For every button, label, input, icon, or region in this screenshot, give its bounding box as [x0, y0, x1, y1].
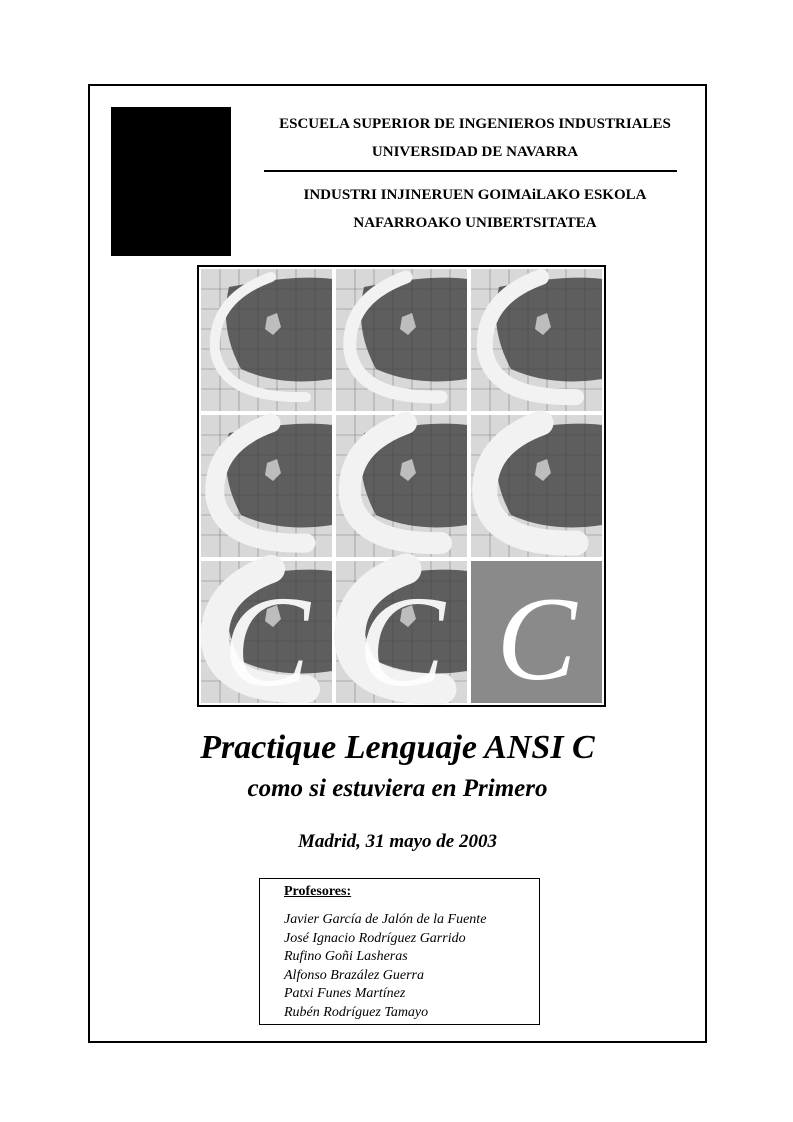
mosaic-tile	[201, 415, 332, 557]
mosaic-tile	[336, 269, 467, 411]
mosaic-tile	[336, 561, 467, 705]
professors-heading: Profesores:	[284, 884, 352, 899]
professor-name: José Ignacio Rodríguez Garrido	[284, 930, 466, 946]
map-mosaic-icon	[199, 267, 604, 705]
professor-name: Javier García de Jalón de la Fuente	[284, 912, 487, 927]
professor-name: Alfonso Brazález Guerra	[284, 967, 424, 983]
mosaic-tile	[471, 415, 602, 557]
professor-name: Patxi Funes Martínez	[284, 986, 406, 1001]
book-title: Practique Lenguaje ANSI C	[200, 729, 595, 766]
university-name: UNIVERSIDAD DE NAVARRA	[371, 144, 579, 160]
university-name-basque: NAFARROAKO UNIBERTSITATEA	[353, 215, 597, 231]
mosaic-tile	[471, 561, 602, 705]
header-divider	[264, 170, 677, 172]
school-name-basque: INDUSTRI INJINERUEN GOIMAiLAKO ESKOLA	[303, 187, 647, 203]
university-logo-block	[111, 107, 231, 256]
letter-c-mark: C	[358, 570, 445, 705]
letter-c-mark: C	[223, 570, 310, 705]
professors-box	[259, 878, 540, 1025]
mosaic-tile	[336, 415, 467, 557]
mosaic-tile	[201, 269, 332, 411]
professor-name: Rubén Rodríguez Tamayo	[284, 1004, 429, 1020]
mosaic-tile	[471, 269, 602, 411]
letter-c-mark: C	[496, 572, 577, 705]
book-subtitle: como si estuviera en Primero	[247, 775, 548, 802]
school-name: ESCUELA SUPERIOR DE INGENIEROS INDUSTRIALES	[279, 116, 671, 132]
professor-name: Rufino Goñi Lasheras	[284, 949, 408, 964]
cover-image-mosaic	[197, 265, 606, 707]
mosaic-tile	[201, 561, 332, 705]
professors-list	[284, 911, 539, 1022]
publication-date: Madrid, 31 mayo de 2003	[298, 831, 497, 852]
